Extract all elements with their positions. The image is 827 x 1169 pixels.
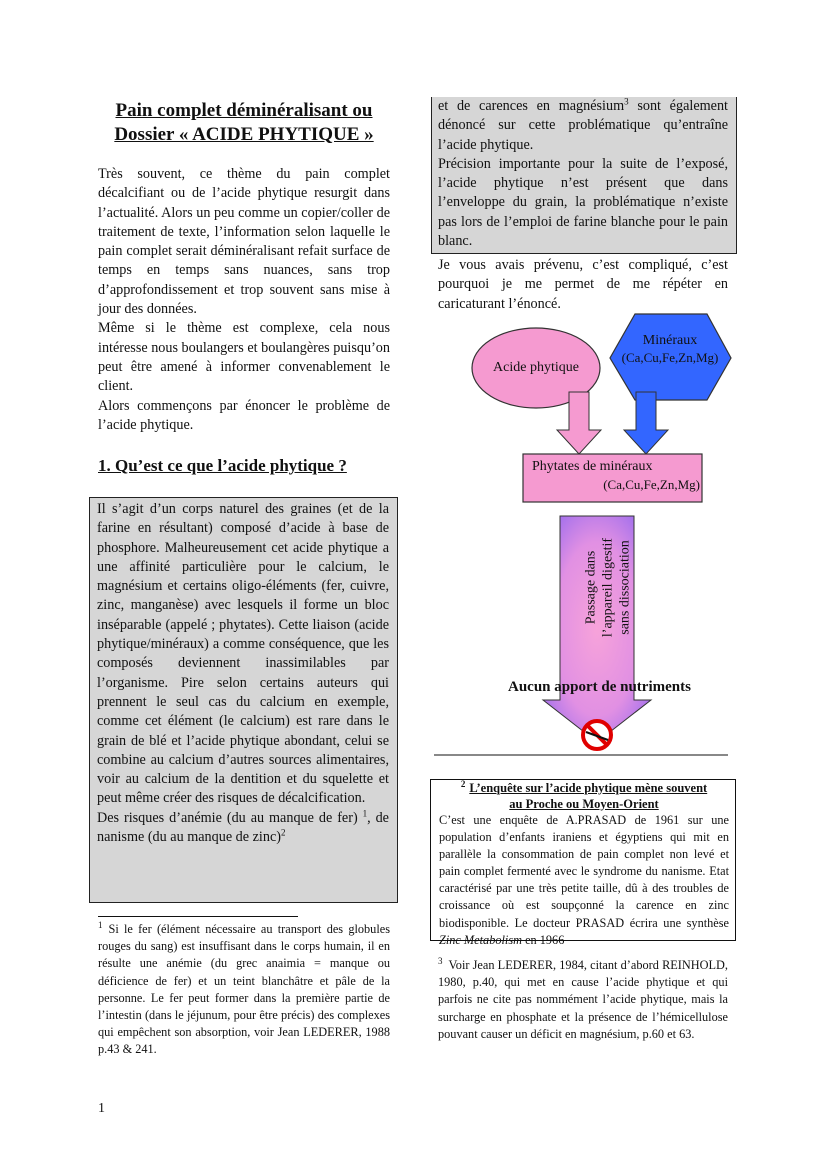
footnote-2-text: C’est une enquête de A.PRASAD de 1961 sur une population d’enfants iraniens et égyptiens qui mit en parallèle la consommation de pain complet non levé et pain complet fermenté avec le syndrome du nanisme. Etat caractérisé par une très petite taille, dû à des troubles de croissance où est soupçonné la carence en zinc biodisponible. Le docteur PRASAD écrira une synthèse Zinc Metabolism en 1966 [439,813,729,947]
page-title [98,99,390,147]
page-number: 1 [98,1101,105,1116]
passage-line-1: Passage dans [583,550,599,625]
definition-box [89,497,398,903]
footnote-2-number: 2 [460,778,466,789]
intro-text [98,165,390,435]
footnote-1-number: 1 [98,919,103,930]
definition-text: Il s’agit d’un corps naturel des graines (et de la farine en résultant) composé d’acide à base de phosphore. Malheureusement cet acide phytique a une affinité particulière pour le calcium, le magnésium et certains oligo-éléments (fer, cuivre, zinc, manganèse) avec lesquels il forme un bloc inséparable (appelé ; phytates). Cette liaison (acide phytique/minéraux) a comme conséquence, que les composés deviennent inassimilables par l’organisme. Pire selon certains auteurs qui prennent le seul cas du calcium en exemple, comme cet élément (le calcium) est rare dans le grain de blé et l’acide phytique abondant, celui se combine au calcium d’autres sources alimentaires, voir au calcium de la dentition et du squelette et peut même créer des risques de décalcification. [97,501,389,807]
continuation-precision: Précision importante pour la suite de l’exposé, l’acide phytique n’est présent que dans l’enveloppe du grain, la problématique n’existe pas lors de l’emploi de farine blanche pour le pain blanc. [438,155,728,250]
footnote-ref-3[interactable]: 3 [624,96,629,107]
footnote-2-title: $^2$ L’enquête sur l’acide phytique mène souvent au Proche ou Moyen-Orient [460,778,708,811]
passage-line-2: l’appareil digestif [600,537,616,638]
right-paragraph: Je vous avais prévenu, c’est compliqué, c’est pourquoi je me permet de me répéter en caricaturant l’énoncé. [438,257,728,312]
intro-paragraph-2: Même si le thème est complexe, cela nous intéresse nous boulangers et boulangères puisqu’on peut être amené à informer convenablement le client. [98,320,390,395]
passage-line-3: sans dissociation [617,540,633,635]
mineraux-list: (Ca,Cu,Fe,Zn,Mg) [621,350,719,365]
intro-paragraph-1: Très souvent, ce thème du pain complet décalcifiant ou de l’acide phytique resurgit dans l’actualité. Alors un peu comme un copier/coller de traitement de texte, l’information selon laquelle le pain complet serait déminéralisant refait surface de temps en temps sans nuances, sans trop d’approfondissement et trop souvent sans mise à jour des données. [98,166,390,318]
mineraux-down-arrow [624,392,668,454]
mineraux-label [612,332,728,366]
footnote-3 [438,957,728,1043]
zinc-metabolism-title: Zinc Metabolism [439,932,522,947]
phytates-label [532,458,702,494]
mineraux-title: Minéraux [642,333,698,348]
footnote-ref-1[interactable]: 1 [362,808,368,819]
title-line-1: Pain complet déminéralisant ou [115,100,373,121]
footnote-1 [98,921,390,1059]
acide-phytique-label: Acide phytique [493,360,579,375]
continuation-box [431,97,737,254]
aucun-apport-label: Aucun apport de nutriments [508,679,691,695]
title-line-2: Dossier « ACIDE PHYTIQUE » [114,124,374,145]
phytates-title: Phytates de minéraux [532,459,653,474]
section-1-heading: 1. Qu’est ce que l’acide phytique ? [98,456,347,475]
footnote-3-text: Voir Jean LEDERER, 1984, citant d’abord REINHOLD, 1980, p.40, qui met en cause l’acide phytique et qui parfois ne cite pas nommément l’acide phytique, mais la surcharge en phosphate et la présence de l’hémicellulose pouvant causer un déficit en magnésium, p.60 et 63. [438,958,728,1041]
footnote-ref-2[interactable]: 2 [280,827,286,838]
definition-risks: Des risques d’anémie (du au manque de fer) $^1$, de nanisme (du au manque de zinc)$^2$ [97,808,389,846]
prohibited-icon [583,721,611,749]
footnote-3-number: 3 [438,955,443,966]
phytates-list: (Ca,Cu,Fe,Zn,Mg) [603,477,700,492]
intro-paragraph-3: Alors commençons par énoncer le problème de l’acide phytique. [98,397,390,433]
footnote-2-box [430,778,736,947]
footnote-separator [98,916,298,917]
continuation-text: et de carences en magnésium$^3$ sont également dénoncé sur cette problématique qu’entraîne l’acide phytique. [438,96,728,153]
footnote-1-text: Si le fer (élément nécessaire au transport des globules rouges du sang) est insuffisant dans le corps humain, il en résulte une anémie (du grec anaimia = manque ou déficience de fer) et un teint blanchâtre et pâle de la personne. Le fer peut former dans la première partie de l’intestin (dans le jéjunum, pour être précis) des complexes qui empêchent son absorption, voir Jean LEDERER, 1988 p.43 & 241. [98,922,390,1057]
